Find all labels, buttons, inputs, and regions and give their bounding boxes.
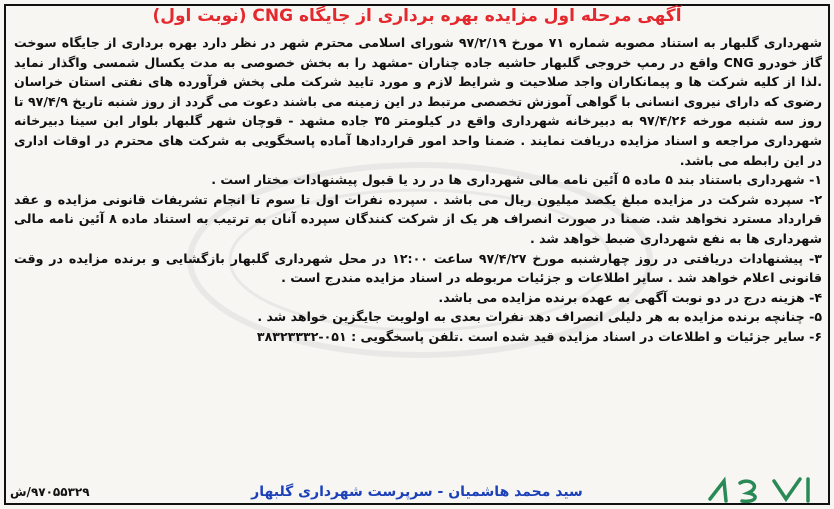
clause-6: ۶- سایر جزئیات و اطلاعات در اسناد مزایده قید شده است .تلفن پاسخگویی : ۰۵۱-۳۸۳۲۳۳۳۲ (256, 328, 822, 344)
intro-paragraph: شهرداری گلبهار به استناد مصوبه شماره ۷۱ مورخ ۹۷/۲/۱۹ شورای اسلامی محترم شهر در نظر دارد بهره برداری از جایگاه سوخت گاز خودرو CNG واقع در رمپ خروجی گلبهار حاشیه جاده چناران -مشهد را به بخش خصوصی به مدت یکسال شمسی واگذار نماید .لذا از کلیه شرکت ها و پیمانکاران واجد صلاحیت و شرایط لازم و مورد تایید شرکت ملی پخش فرآورده های نفتی استان خراسان رضوی که دارای نیروی انسانی با گواهی آموزش تخصصی مرتبط در این زمینه می باشند دعوت می گردد از روز شنبه تاریخ ۹۷/۴/۹ تا روز سه شنبه مورخه ۹۷/۴/۲۶ به دبیرخانه شهرداری واقع در کیلومتر ۳۵ جاده مشهد - قوچان شهر گلبهار بلوار ابن سینا دبیرخانه شهرداری مراجعه و اسناد مزایده دریافت نمایند . ضمنا واحد امور قراردادها آماده پاسخگویی به شرکت های محترم در اوقات اداری در این رابطه می باشد. (14, 35, 823, 168)
clause-5: ۵- چنانچه برنده مزایده به هر دلیلی انصراف دهد نفرات بعدی به اولویت جایگزین خواهد شد . (257, 309, 822, 325)
clause-1: ۱- شهرداری باستناد بند ۵ ماده ۵ آئین نامه مالی شهرداری ها در رد یا قبول پیشنهادات مختار است . (211, 172, 822, 188)
signer-line: سید محمد هاشمیان - سرپرست شهرداری گلبهار (251, 484, 583, 500)
ref-number: ۹۷۰۵۵۳۲۹/ش (10, 485, 90, 499)
handwritten-mark-icon (704, 473, 820, 505)
clause-2: ۲- سپرده شرکت در مزایده مبلغ یکصد میلیون ریال می باشد . سپرده نفرات اول تا سوم تا انجام تشریفات قانونی مزایده و عقد قرارداد مسترد نخواهد شد. ضمنا در صورت انصراف هر یک از شرکت کنندگان سپرده آنان به ترتیب به استناد ماده ۸ آئین نامه مالی شهرداری ها به نفع شهرداری ضبط خواهد شد . (14, 191, 823, 246)
ad-body (14, 33, 822, 347)
clause-3: ۳- پیشنهادات دریافتی در روز چهارشنبه مورخ ۹۷/۴/۲۷ ساعت ۱۲:۰۰ در محل شهرداری گلبهار بازگشایی و برنده مزایده در وقت قانونی اعلام خواهد شد . سایر اطلاعات و جزئیات مربوطه در اسناد مزایده مندرج است . (14, 250, 822, 286)
clause-4: ۴- هزینه درج در دو نوبت آگهی به عهده برنده مزایده می باشد. (438, 289, 822, 305)
ad-title: آگهی مرحله اول مزایده بهره برداری از جایگاه CNG (نوبت اول) (152, 6, 682, 26)
